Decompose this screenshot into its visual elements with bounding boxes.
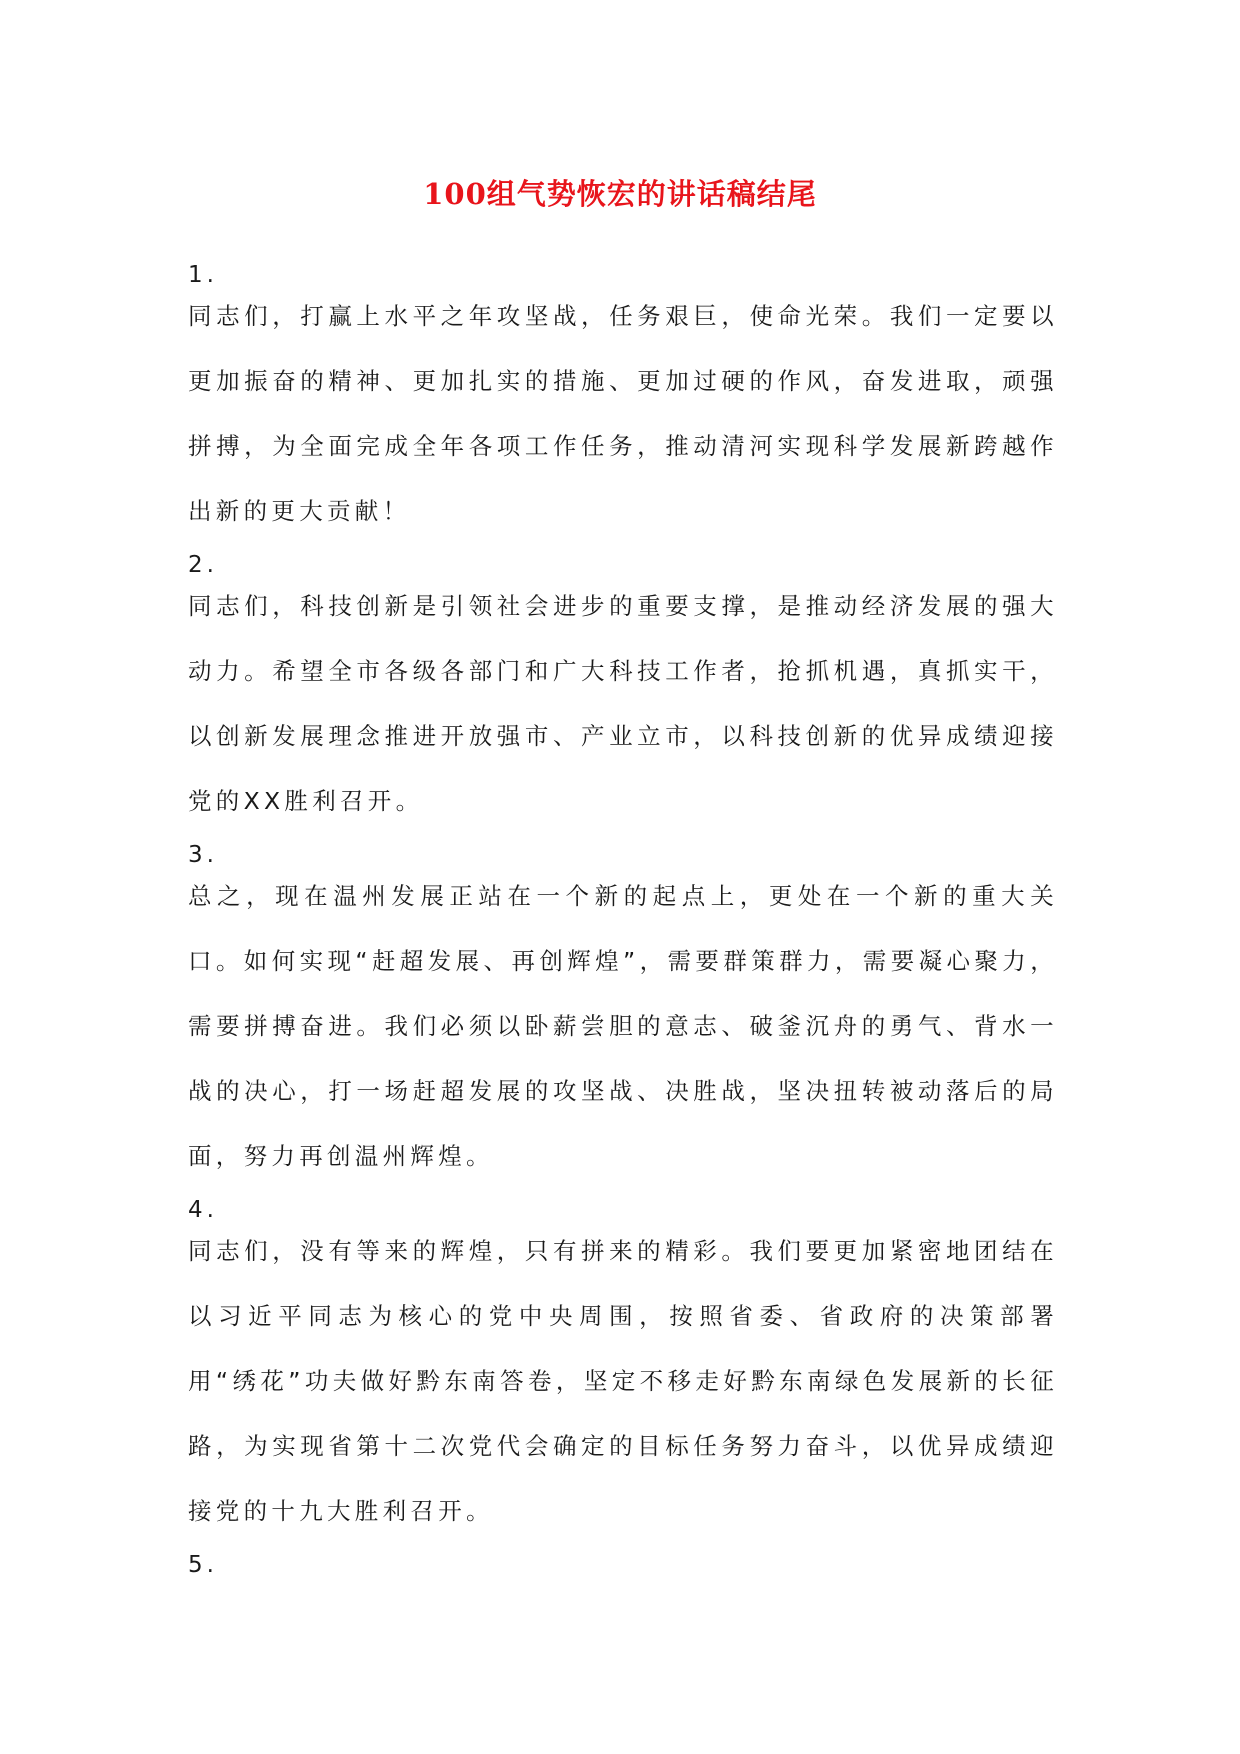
- list-item: [188, 1193, 1058, 1544]
- list-item: [188, 548, 1058, 834]
- list-item: [188, 258, 1058, 544]
- item-number: 3.: [188, 842, 218, 868]
- item-paragraph: 同志们，科技创新是引领社会进步的重要支撑，是推动经济发展的强大动力。希望全市各级各部门和广大科技工作者，抢抓机遇，真抓实干，以创新发展理念推进开放强市、产业立市，以科技创新的优异成绩迎接党的XX胜利召开。: [188, 592, 1058, 815]
- item-number: 5.: [188, 1552, 218, 1578]
- list-item: [188, 838, 1058, 1189]
- item-paragraph: 同志们，打赢上水平之年攻坚战，任务艰巨，使命光荣。我们一定要以更加振奋的精神、更加扎实的措施、更加过硬的作风，奋发进取，顽强拼搏，为全面完成全年各项工作任务，推动清河实现科学发展新跨越作出新的更大贡献！: [188, 302, 1058, 525]
- item-number: 2.: [188, 552, 218, 578]
- item-number: 1.: [188, 262, 218, 288]
- page-title: 100组气势恢宏的讲话稿结尾: [423, 177, 817, 211]
- document-body: [188, 258, 1058, 1582]
- item-number: 4.: [188, 1197, 218, 1223]
- item-paragraph: 总之，现在温州发展正站在一个新的起点上，更处在一个新的重大关口。如何实现“赶超发展、再创辉煌”，需要群策群力，需要凝心聚力，需要拼搏奋进。我们必须以卧薪尝胆的意志、破釜沉舟的勇气、背水一战的决心，打一场赶超发展的攻坚战、决胜战，坚决扭转被动落后的局面，努力再创温州辉煌。: [188, 882, 1058, 1170]
- item-paragraph: 同志们，没有等来的辉煌，只有拼来的精彩。我们要更加紧密地团结在以习近平同志为核心的党中央周围，按照省委、省政府的决策部署用“绣花”功夫做好黔东南答卷，坚定不移走好黔东南绿色发展新的长征路，为实现省第十二次党代会确定的目标任务努力奋斗，以优异成绩迎接党的十九大胜利召开。: [188, 1237, 1058, 1525]
